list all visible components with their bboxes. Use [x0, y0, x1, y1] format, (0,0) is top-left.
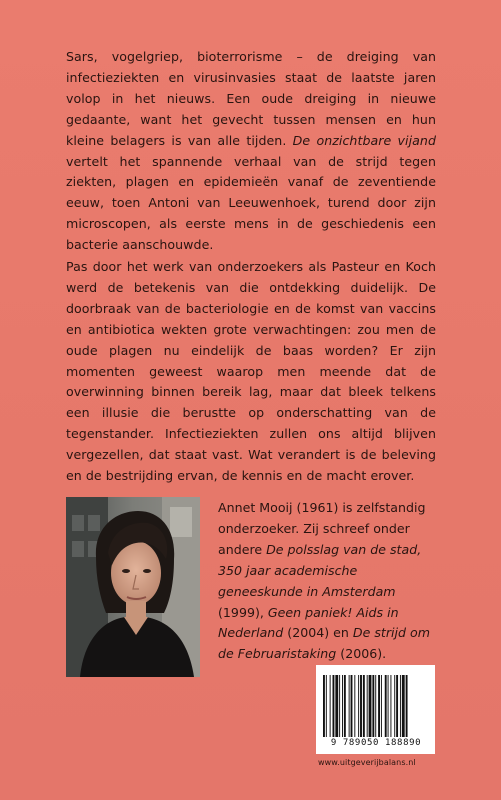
- barcode: [316, 665, 435, 754]
- bio-book-1: De polsslag van de stad, 350 jaar academische geneeskunde in Amsterdam: [218, 541, 422, 599]
- blurb-paragraph-1: [66, 47, 436, 256]
- isbn-number: 9 789050 188890: [330, 738, 422, 748]
- bio-intro: Annet Mooij (1961) is zelfstandig onderzoeker. Zij schreef onder andere: [218, 500, 426, 557]
- blurb-paragraph-2: [66, 257, 436, 487]
- blurb-text-2: Pas door het werk van onderzoekers als Pasteur en Koch werd de betekenis van die ontdekking duidelijk. De doorbraak van de bacteriologie en de komst van vaccins en antibiotica wekten grote verwachtingen: zou men de oude plagen nu eindelijk de baas worden? Er zijn momenten geweest waarop men meende dat de overwinning binnen bereik lag, maar dat bleek telkens een illusie die berustte op onderschatting van de tegenstander. Infectieziekten zullen ons altijd blijven vergezellen, dat staat vast. Wat verandert is de beleving en de bestrijding ervan, de kennis en de macht erover.: [66, 259, 436, 484]
- blurb-text-1a: Sars, vogelgriep, bioterrorisme – de dreiging van infectieziekten en virusinvasies staat de laatste jaren volop in het nieuws. Een oude dreiging in nieuwe gedaante, want het gevecht tussen mensen en hun kleine belagers is van alle tijden.: [66, 49, 436, 148]
- barcode-bars-icon: [323, 675, 429, 737]
- bio-year-3: (2006).: [336, 646, 387, 662]
- publisher-url: www.uitgeverijbalans.nl: [318, 758, 416, 767]
- author-portrait-image: [66, 497, 200, 677]
- bio-book-2: Geen paniek! Aids in Nederland: [218, 604, 399, 641]
- author-bio: [218, 498, 443, 665]
- bio-year-2: (2004) en: [283, 625, 353, 641]
- bio-year-1: (1999),: [218, 604, 268, 620]
- blurb-text-1b: vertelt het spannende verhaal van de strijd tegen ziekten, plagen en epidemieën vanaf de zeventiende eeuw, toen Antoni van Leeuwenhoek, turend door zijn microscopen, als eerste mens in de geschiedenis een bacterie aanschouwde.: [66, 153, 436, 253]
- author-photo: [66, 497, 200, 677]
- bio-book-3: De strijd om de Februaristaking: [218, 625, 430, 662]
- book-title: De onzichtbare vijand: [292, 132, 436, 148]
